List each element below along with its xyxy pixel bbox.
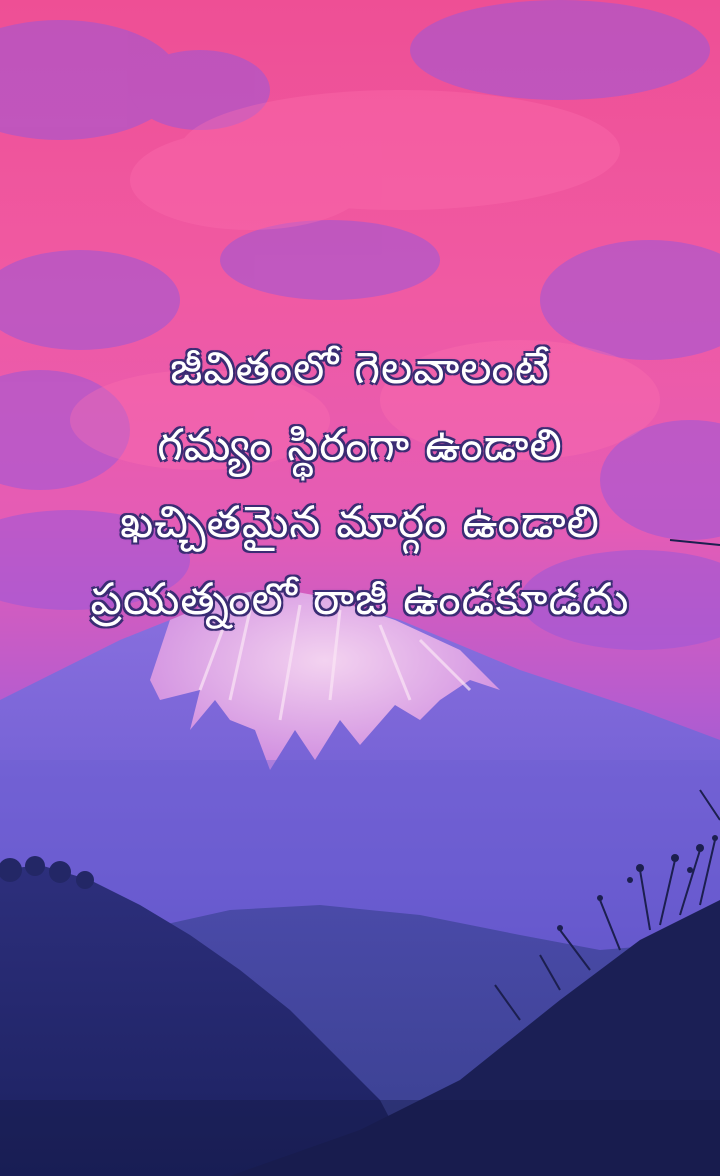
quote-line-3: ఖచ్చితమైన మార్గం ఉండాలి	[120, 497, 600, 548]
quote-line-1: జీవితంలో గెలవాలంటే	[170, 343, 550, 394]
quote-line-2: గమ్యం స్థిరంగా ఉండాలి	[157, 420, 563, 471]
quote-line-4: ప్రయత్నంలో రాజీ ఉండకూడదు	[90, 574, 630, 625]
telugu-quote	[0, 330, 720, 638]
